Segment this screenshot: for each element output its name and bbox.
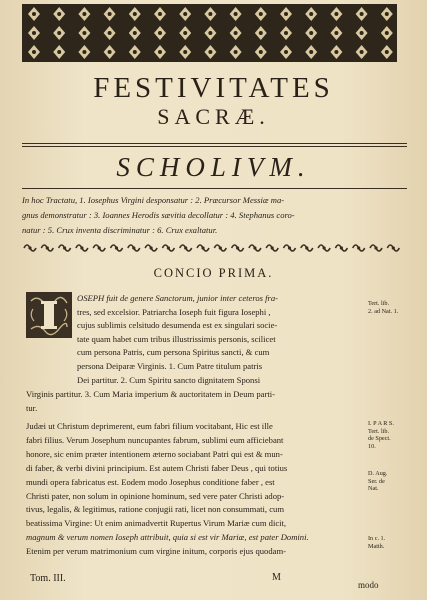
summary-line: gnus demonstratur : 3. Ioannes Herodis sævitia decollatur : 4. Stephanus coro- bbox=[22, 210, 295, 220]
ornament-dot bbox=[284, 50, 288, 54]
fleuron-dot bbox=[340, 246, 343, 249]
page-title-line1: FESTIVITATES bbox=[93, 72, 334, 104]
ornament-dot bbox=[183, 50, 187, 54]
text-line: honore, sic enim præter intentionem æterno sociabant Patri qui est & mun- bbox=[26, 448, 283, 459]
ornament-dot bbox=[385, 31, 389, 35]
text-line: Virginis partitur. 3. Cum Maria imperium & auctoritatem in Deum parti- bbox=[26, 389, 275, 399]
margin-note-line: Ser. de bbox=[368, 477, 385, 485]
fleuron-dot bbox=[392, 246, 395, 249]
ornament-dot bbox=[57, 50, 61, 54]
fleuron-dot bbox=[80, 246, 83, 249]
ornament-dot bbox=[133, 31, 137, 35]
divider-rule bbox=[22, 188, 407, 189]
margin-note-line: 10. bbox=[368, 442, 376, 450]
sermon-heading: CONCIO PRIMA. bbox=[153, 266, 274, 280]
ornament-dot bbox=[32, 31, 36, 35]
ornament-dot bbox=[360, 31, 364, 35]
margin-note-line: Tert. lib. bbox=[368, 300, 390, 307]
ornament-dot bbox=[309, 12, 313, 16]
fleuron-band-ornament bbox=[22, 241, 407, 255]
margin-note-line: 2. ad Nat. 1. bbox=[368, 307, 399, 315]
margin-note bbox=[368, 470, 423, 493]
fleuron-dot bbox=[28, 246, 31, 249]
catchword: modo bbox=[358, 580, 379, 590]
fleuron-dot bbox=[167, 246, 170, 249]
fleuron-dot bbox=[374, 246, 377, 249]
ornament-dot bbox=[259, 50, 263, 54]
fleuron-dot bbox=[253, 246, 256, 249]
headpiece-ornament bbox=[22, 4, 397, 62]
fleuron-dot bbox=[323, 246, 326, 249]
fleuron-dot bbox=[46, 246, 49, 249]
summary-paragraph bbox=[22, 193, 405, 238]
ornament-dot bbox=[284, 31, 288, 35]
ornament-dot bbox=[108, 31, 112, 35]
margin-note-line: Tert. lib. bbox=[368, 427, 390, 435]
text-line: tres, sed excelsior. Patriarcha Ioseph fuit figura Iosephi , bbox=[77, 306, 271, 317]
ornament-dot bbox=[385, 12, 389, 16]
ornament-dot bbox=[82, 12, 86, 16]
fleuron-dot bbox=[236, 246, 239, 249]
ornament-dot bbox=[259, 31, 263, 35]
margin-note-line: In c. 1. bbox=[368, 535, 386, 542]
text-line: cum persona Patris, cum persona Spiritus sancti, & cum bbox=[77, 347, 270, 358]
ornament-dot bbox=[133, 50, 137, 54]
summary-line: In hoc Tractatu, 1. Iosephus Virgini desponsatur : 2. Præcursor Messiæ ma- bbox=[22, 195, 285, 205]
text-line: fabri filius. Verum Josephum nuncupantes fabrum, sublimi eum afficiebant bbox=[26, 434, 284, 445]
ornament-dot bbox=[57, 12, 61, 16]
ornament-dot bbox=[385, 50, 389, 54]
margin-note-line: Nat. bbox=[368, 485, 379, 492]
fleuron-dot bbox=[98, 246, 101, 249]
fleuron-dot bbox=[63, 246, 66, 249]
ornament-dot bbox=[208, 50, 212, 54]
margin-note bbox=[368, 420, 423, 450]
margin-note bbox=[368, 535, 423, 550]
ornament-dot bbox=[108, 12, 112, 16]
ornament-dot bbox=[234, 50, 238, 54]
ornament-dot bbox=[284, 12, 288, 16]
text-line: Christi pater, non solum in opinione hominum, sed vere pater Christi adop- bbox=[26, 490, 285, 501]
ornament-dot bbox=[360, 50, 364, 54]
margin-note-line: I. P A R S. bbox=[368, 420, 394, 427]
ornament-dot bbox=[183, 31, 187, 35]
ornament-dot bbox=[334, 50, 338, 54]
ornament-dot bbox=[234, 12, 238, 16]
sermon-paragraph-2 bbox=[26, 420, 366, 559]
text-line: mundi opera fabricatus est. Eodem modo Josephus conditione faber , est bbox=[26, 476, 275, 487]
margin-note bbox=[368, 300, 423, 315]
volume-label: Tom. III. bbox=[30, 573, 66, 584]
signature-mark: M bbox=[272, 572, 281, 583]
fleuron-dot bbox=[150, 246, 153, 249]
divider-rule bbox=[22, 143, 407, 144]
ornament-dot bbox=[334, 31, 338, 35]
ornament-dot bbox=[259, 12, 263, 16]
ornament-dot bbox=[82, 50, 86, 54]
text-line: tate quam habet cum tribus illustrissimis personis, scilicet bbox=[77, 333, 276, 344]
fleuron-dot bbox=[288, 246, 291, 249]
ornament-dot bbox=[82, 31, 86, 35]
margin-note-line: D. Aug. bbox=[368, 470, 388, 477]
section-title: SCHOLIVM. bbox=[116, 152, 311, 182]
ornament-dot bbox=[32, 50, 36, 54]
summary-line: natur : 5. Crux inventa discriminatur : 6. Crux exaltatur. bbox=[22, 225, 218, 235]
sermon-paragraph-1 bbox=[77, 292, 383, 387]
ornament-dot bbox=[158, 31, 162, 35]
fleuron-dot bbox=[305, 246, 308, 249]
text-line: Dei partitur. 2. Cum Spiritu sancto dignitatem Sponsi bbox=[77, 374, 261, 385]
fleuron-dot bbox=[219, 246, 222, 249]
margin-note-line: de Spect. bbox=[368, 435, 391, 442]
text-line: beatissima Virgine: Ut enim animadvertit Rupertus Virum Mariæ cum dicit, bbox=[26, 518, 287, 529]
ornament-dot bbox=[183, 12, 187, 16]
text-line: persona Deiparæ Virginis. 1. Cum Patre titulum patris bbox=[77, 360, 263, 371]
fleuron-dot bbox=[271, 246, 274, 249]
text-line: tur. bbox=[26, 402, 38, 413]
ornament-dot bbox=[133, 12, 137, 16]
ornament-dot bbox=[108, 50, 112, 54]
text-line: Etenim per verum matrimonium cum virgine initum, corporis ejus quodam- bbox=[26, 546, 286, 557]
ornament-dot bbox=[234, 31, 238, 35]
ornament-dot bbox=[360, 12, 364, 16]
text-line: OSEPH fuit de genere Sanctorum, junior inter ceteros fra- bbox=[77, 293, 279, 303]
text-line: Judæi ut Christum deprimerent, eum fabri filium vocitabant, Hic est ille bbox=[26, 421, 273, 431]
ornament-dot bbox=[208, 12, 212, 16]
ornament-dot bbox=[158, 50, 162, 54]
ornament-dot bbox=[334, 12, 338, 16]
ornament-dot bbox=[309, 50, 313, 54]
sermon-paragraph-1-tail bbox=[26, 388, 383, 415]
text-line: cujus sublimis celsitudo desumenda est ex singulari socie- bbox=[77, 320, 278, 331]
decorated-initial-icon bbox=[26, 292, 72, 338]
margin-note-line: Matth. bbox=[368, 542, 385, 550]
ornament-dot bbox=[158, 12, 162, 16]
ornament-dot bbox=[32, 12, 36, 16]
text-line: tivus, legalis, & legitimus, ratione conjugii rati, licet non consummati, cum bbox=[26, 504, 285, 515]
divider-rule bbox=[22, 146, 407, 147]
fleuron-dot bbox=[132, 246, 135, 249]
ornament-dot bbox=[57, 31, 61, 35]
fleuron-dot bbox=[184, 246, 187, 249]
text-line: di faber, & verbi divini principium. Est autem Christi faber Deus , qui totius bbox=[26, 462, 288, 473]
page-title-line2: SACRÆ. bbox=[157, 104, 270, 129]
ornament-dot bbox=[208, 31, 212, 35]
fleuron-dot bbox=[357, 246, 360, 249]
fleuron-dot bbox=[201, 246, 204, 249]
ornament-dot bbox=[309, 31, 313, 35]
fleuron-dot bbox=[115, 246, 118, 249]
text-line: magnum & verum nomen Ioseph attribuit, quia si est vir Mariæ, est pater Domini. bbox=[26, 532, 309, 543]
